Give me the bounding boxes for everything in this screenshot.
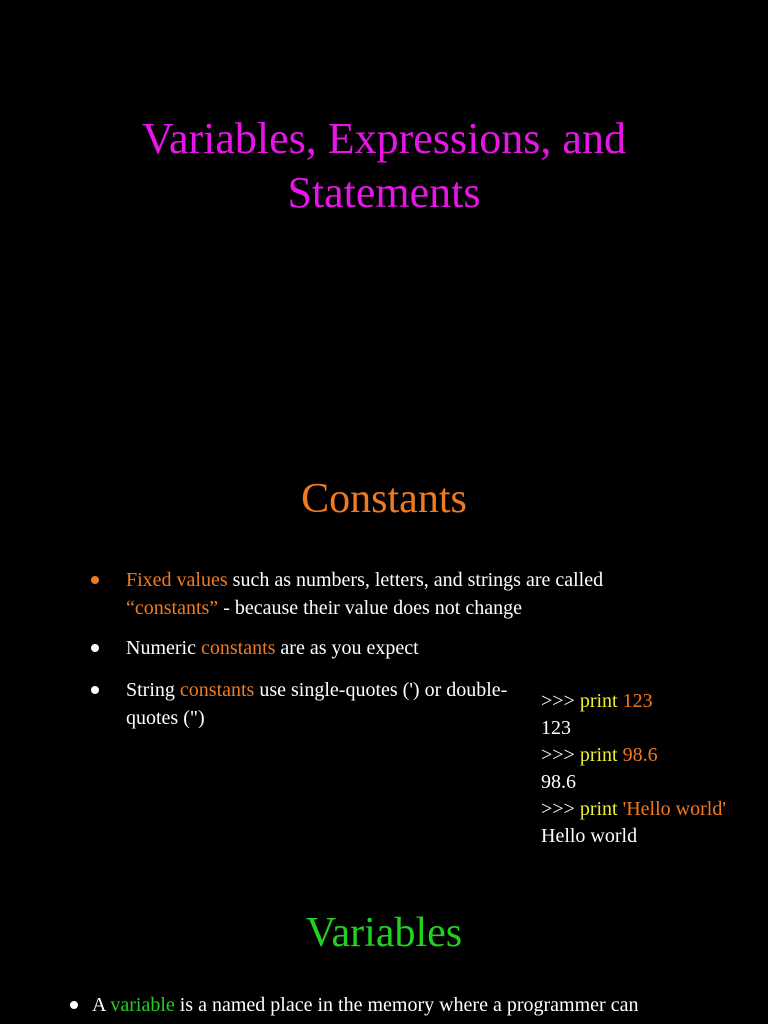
bullet-text-highlight: Fixed values bbox=[126, 569, 228, 591]
console-prompt: >>> bbox=[541, 690, 580, 712]
constants-heading: Constants bbox=[301, 476, 467, 522]
console-input-line bbox=[541, 742, 768, 769]
bullet-variable-definition bbox=[92, 991, 732, 1019]
console-output-line: Hello world bbox=[541, 825, 638, 847]
console-argument: 123 bbox=[617, 690, 653, 712]
console-output-line: 98.6 bbox=[541, 771, 576, 793]
bullet-dot-icon bbox=[91, 644, 99, 652]
bullet-text: A bbox=[92, 994, 111, 1016]
bullet-text-highlight: constants bbox=[200, 637, 276, 659]
bullet-text-highlight: “constants” bbox=[126, 597, 219, 619]
console-argument: 'Hello world' bbox=[617, 798, 726, 820]
console-argument: 98.6 bbox=[617, 744, 658, 766]
python-console-example bbox=[541, 688, 768, 850]
console-keyword: print bbox=[579, 744, 618, 766]
title-line-2: Statements bbox=[287, 168, 481, 217]
console-output-line: 123 bbox=[541, 717, 571, 739]
slide-variables bbox=[0, 880, 768, 1024]
bullet-fixed-values bbox=[126, 566, 696, 622]
variables-heading: Variables bbox=[305, 910, 463, 956]
variables-bullet-list bbox=[92, 991, 732, 1019]
console-prompt: >>> bbox=[541, 744, 580, 766]
bullet-text-highlight: variable bbox=[110, 994, 175, 1016]
bullet-text: such as numbers, letters, and strings are called bbox=[227, 569, 604, 591]
bullet-numeric-constants bbox=[126, 634, 696, 662]
bullet-dot-icon bbox=[91, 686, 99, 694]
console-input-line bbox=[541, 688, 768, 715]
console-keyword: print bbox=[579, 798, 618, 820]
console-prompt: >>> bbox=[541, 798, 580, 820]
bullet-text: - because their value does not change bbox=[218, 597, 522, 619]
bullet-text: is a named place in the memory where a programmer can bbox=[174, 994, 639, 1016]
bullet-text: are as you expect bbox=[275, 637, 419, 659]
slide-title bbox=[0, 0, 768, 420]
bullet-text-highlight: constants bbox=[179, 679, 255, 701]
bullet-string-constants bbox=[126, 676, 526, 732]
bullet-text: String bbox=[126, 679, 180, 701]
bullet-text: Numeric bbox=[126, 637, 201, 659]
slide-constants bbox=[0, 420, 768, 880]
bullet-dot-icon bbox=[91, 576, 99, 584]
slide-title-heading bbox=[0, 112, 768, 220]
title-line-1: Variables, Expressions, and bbox=[142, 114, 626, 163]
console-input-line bbox=[541, 796, 768, 823]
console-keyword: print bbox=[579, 690, 618, 712]
bullet-dot-icon bbox=[70, 1001, 78, 1009]
bullet-text: use single-quotes (') or double-quotes (") bbox=[126, 679, 508, 729]
